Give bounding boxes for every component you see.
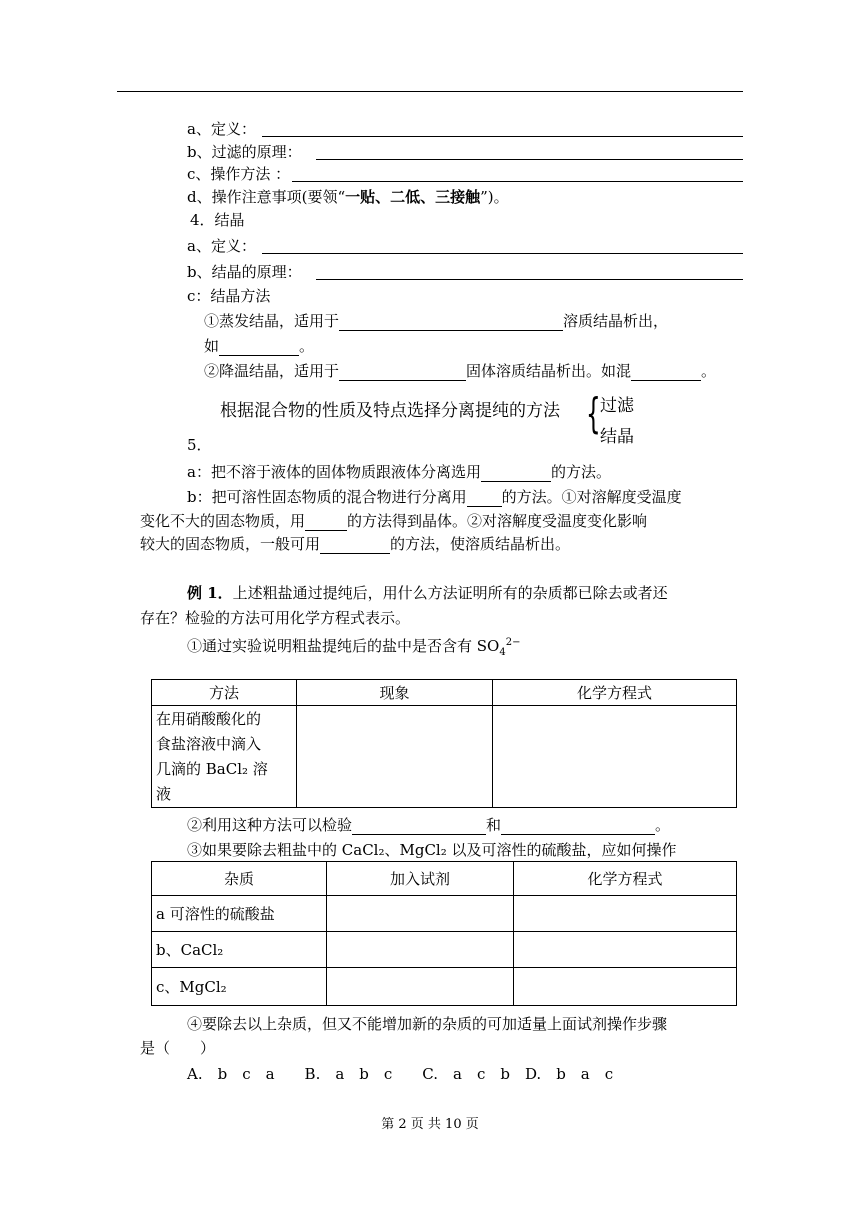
table1-header-phenomenon: 现象 [297, 680, 493, 706]
table1-phenomenon-cell[interactable] [297, 706, 493, 808]
filtration-notes: d、操作注意事项(要领“一贴、二低、三接触”)。 [187, 188, 509, 206]
example1-question4-line2: 是（ ） [140, 1039, 216, 1057]
section-5-number: 5． [187, 436, 212, 454]
table1-header-equation: 化学方程式 [493, 680, 737, 706]
crystallization-methods-label: c：结晶方法 [187, 287, 271, 305]
table1-method-cell: 在用硝酸酸化的 食盐溶液中滴入 几滴的 BaCl₂ 溶 液 [152, 706, 297, 808]
cooling-example-blank[interactable] [631, 364, 701, 381]
example1-question1: ①通过实验说明粗盐提纯后的盐中是否含有 $SO_4^{2-}$ [187, 637, 521, 658]
section5-b-blank1[interactable] [467, 490, 502, 507]
filtration-definition-label: a、定义： [187, 120, 256, 138]
section5-b-blank2[interactable] [305, 514, 347, 531]
separation-method-diagram-text: 根据混合物的性质及特点选择分离提纯的方法 [220, 401, 560, 421]
filtration-method-blank[interactable] [292, 165, 743, 182]
cooling-crystallization: ②降温结晶，适用于 固体溶质结晶析出。如混 。 [204, 362, 717, 380]
example1-line2: 存在？检验的方法可用化学方程式表示。 [140, 609, 411, 627]
example1-question4-line1: ④要除去以上杂质，但又不能增加新的杂质的可加适量上面试剂操作步骤 [187, 1015, 668, 1033]
impurity-removal-table [151, 861, 737, 1006]
evaporation-crystallization: ①蒸发结晶，适用于 溶质结晶析出， [204, 312, 669, 330]
filtration-method-label: c、操作方法 ： [187, 165, 291, 183]
section5-line-a: a：把不溶于液体的固体物质跟液体分离选用 的方法。 [187, 463, 611, 481]
example1-question3: ③如果要除去粗盐中的 CaCl₂、MgCl₂ 以及可溶性的硫酸盐，应如何操作 [187, 841, 677, 859]
filtration-principle-blank[interactable] [316, 143, 743, 160]
header-rule [117, 91, 743, 92]
section5-a-blank[interactable] [481, 465, 551, 482]
section5-line-b1: b：把可溶性固态物质的混合物进行分离用 的方法。①对溶解度受温度 [187, 488, 682, 506]
option-crystallization: 结晶 [600, 427, 634, 447]
table2-equation-cell[interactable] [514, 896, 737, 932]
example1-line1: 例 1．上述粗盐通过提纯后，用什么方法证明所有的杂质都已除去或者还 [187, 584, 668, 602]
section5-line-b2: 变化不大的固态物质，用 的方法得到晶体。②对溶解度受温度变化影响 [140, 512, 648, 530]
example1-question2: ②利用这种方法可以检验 和 。 [187, 816, 671, 834]
table1-header-method: 方法 [152, 680, 297, 706]
table2-header-reagent: 加入试剂 [327, 862, 514, 896]
table2-header-impurity: 杂质 [152, 862, 327, 896]
crystallization-principle-blank[interactable] [316, 263, 743, 280]
crystallization-principle-label: b、结晶的原理： [187, 263, 302, 281]
evaporation-example-blank[interactable] [219, 339, 299, 356]
table2-row-sulfate: a 可溶性的硫酸盐 [152, 896, 327, 932]
section5-b-blank3[interactable] [320, 537, 390, 554]
table2-reagent-cell[interactable] [327, 896, 514, 932]
q2-blank2[interactable] [501, 818, 655, 835]
brace-symbol: { [586, 389, 601, 438]
table2-equation-cell[interactable] [514, 968, 737, 1006]
section5-line-b3: 较大的固态物质，一般可用 的方法，使溶质结晶析出。 [140, 535, 571, 553]
crystallization-definition-blank[interactable] [262, 237, 743, 254]
page-footer: 第 2 页 共 10 页 [381, 1117, 479, 1132]
evaporation-solute-blank[interactable] [339, 314, 563, 331]
table2-reagent-cell[interactable] [327, 932, 514, 968]
filtration-definition-blank[interactable] [262, 120, 743, 137]
table2-reagent-cell[interactable] [327, 968, 514, 1006]
table2-row-mgcl2: c、MgCl₂ [152, 968, 327, 1006]
table2-equation-cell[interactable] [514, 932, 737, 968]
table2-header-equation: 化学方程式 [514, 862, 737, 896]
crystallization-heading: 4．结晶 [190, 211, 245, 229]
q2-blank1[interactable] [352, 818, 486, 835]
evaporation-example: 如 。 [204, 337, 315, 355]
crystallization-definition-label: a、定义： [187, 237, 256, 255]
table1-equation-cell[interactable] [493, 706, 737, 808]
table2-row-cacl2: b、CaCl₂ [152, 932, 327, 968]
sulfate-test-table [151, 679, 737, 808]
cooling-solute-blank[interactable] [339, 364, 466, 381]
filtration-principle-label: b、过滤的原理： [187, 143, 302, 161]
option-filtration: 过滤 [600, 396, 634, 416]
answer-options: A. b c a B. a b c C. a c b D. b a c [187, 1065, 614, 1083]
